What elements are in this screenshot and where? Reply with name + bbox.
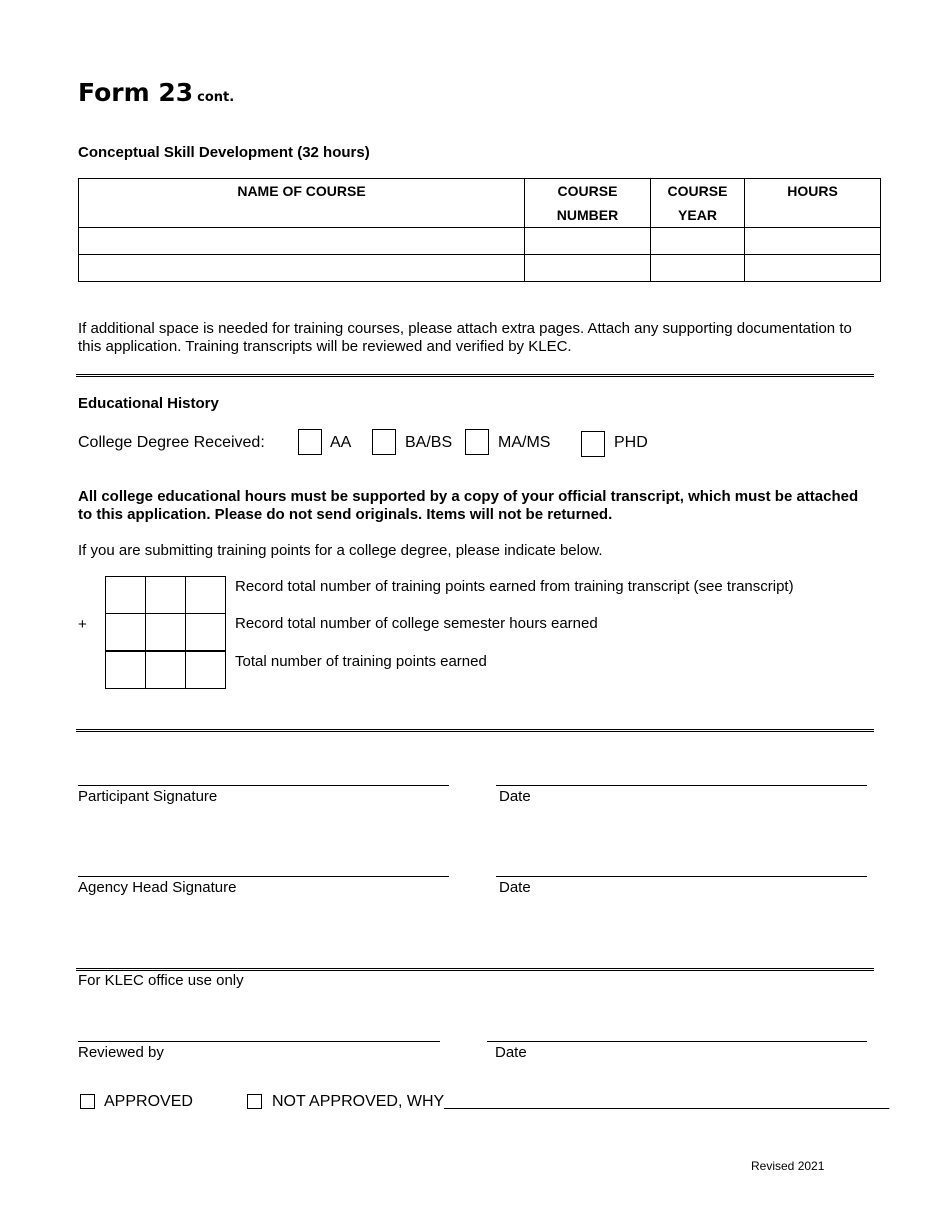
digit-cell[interactable] [106,614,146,652]
col-hours [745,179,881,228]
babs-label: BA/BS [405,434,453,451]
phd-label: PHD [614,434,648,451]
table-row [79,255,881,282]
digit-cell[interactable] [106,651,146,689]
digit-cell[interactable] [146,577,186,614]
aa-label: AA [330,434,352,451]
table-row [79,228,881,255]
col-course-number [525,179,651,228]
plus-sign: + [78,616,87,633]
digit-cell[interactable] [186,614,226,652]
digit-cell[interactable] [186,577,226,614]
office-use-heading: For KLEC office use only [78,972,244,989]
mams-label: MA/MS [498,434,551,451]
col-label: COURSE [557,183,618,199]
mams-checkbox[interactable] [465,429,489,455]
course-name-cell[interactable] [79,255,525,282]
participant-signature-line[interactable] [78,785,449,786]
participant-signature-label: Participant Signature [78,788,218,805]
points-row-label-semester: Record total number of college semester hours earned [235,615,598,632]
course-table [78,178,881,282]
form-title-text: Form 23 [78,78,194,107]
col-label-2: NUMBER [556,207,619,223]
course-number-cell[interactable] [525,228,651,255]
not-approved-checkbox[interactable] [247,1094,262,1109]
points-row-label-total: Total number of training points earned [235,653,487,670]
agency-head-signature-label: Agency Head Signature [78,879,237,896]
points-row-total [106,651,226,689]
form-title [78,78,234,107]
reviewed-date-label: Date [495,1044,527,1061]
points-row-label-transcript: Record total number of training points earned from training transcript (see transcript) [235,578,794,595]
degree-label: College Degree Received: [78,434,265,451]
agency-head-date-label: Date [499,879,531,896]
approved-label: APPROVED [104,1093,193,1110]
form-title-suffix: cont. [197,90,235,105]
section-divider [76,968,874,971]
course-name-cell[interactable] [79,228,525,255]
reviewed-by-line[interactable] [78,1041,440,1042]
conceptual-heading: Conceptual Skill Development (32 hours) [78,144,370,161]
col-label: HOURS [787,183,838,199]
agency-head-date-line[interactable] [496,876,867,877]
participant-date-label: Date [499,788,531,805]
digit-cell[interactable] [106,577,146,614]
phd-checkbox[interactable] [581,431,605,457]
babs-checkbox[interactable] [372,429,396,455]
course-year-cell[interactable] [651,228,745,255]
col-label: COURSE [667,183,728,199]
course-year-cell[interactable] [651,255,745,282]
education-heading: Educational History [78,395,219,412]
participant-date-line[interactable] [496,785,867,786]
digit-cell[interactable] [146,651,186,689]
course-hours-cell[interactable] [745,228,881,255]
points-row-semester [106,614,226,652]
col-name-of-course [79,179,525,228]
agency-head-signature-line[interactable] [78,876,449,877]
digit-cell[interactable] [146,614,186,652]
digit-cell[interactable] [186,651,226,689]
aa-checkbox[interactable] [298,429,322,455]
course-hours-cell[interactable] [745,255,881,282]
col-label: NAME OF COURSE [237,183,366,199]
course-number-cell[interactable] [525,255,651,282]
col-course-year [651,179,745,228]
reviewed-by-label: Reviewed by [78,1044,164,1061]
reviewed-date-line[interactable] [487,1041,867,1042]
points-intro: If you are submitting training points for a college degree, please indicate below. [78,542,603,559]
section-divider [76,729,874,732]
training-points-grid [105,576,226,689]
not-approved-label: NOT APPROVED, WHY__________________________________________________ [272,1093,890,1110]
transcript-requirement-note: All college educational hours must be supported by a copy of your official transcript, which must be attached to this application. Please do not send originals. Items will not be returned. [78,488,859,523]
approved-checkbox[interactable] [80,1094,95,1109]
section-divider [76,374,874,377]
attachment-note: If additional space is needed for training courses, please attach extra pages. Attach any supporting documentation to this application. Training transcripts will be reviewed and verified by KLEC. [78,320,852,355]
course-table-header [79,179,881,228]
points-row-transcript [106,577,226,614]
revision-note: Revised 2021 [751,1159,825,1173]
col-label-2: YEAR [678,207,717,223]
